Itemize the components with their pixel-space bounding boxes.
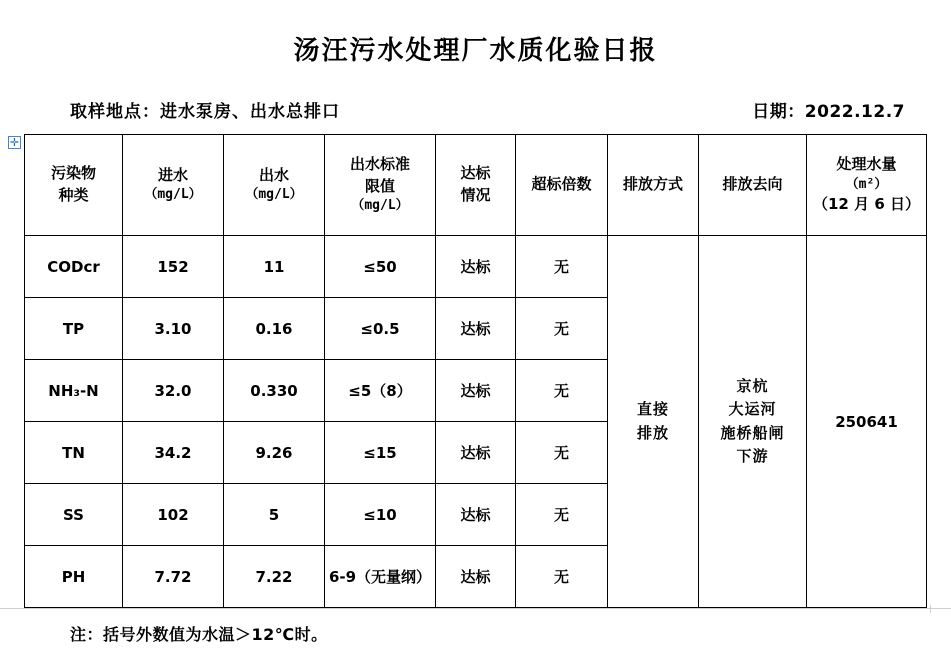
cell-pollutant: TN <box>25 422 123 484</box>
cell-compliance: 达标 <box>436 298 516 360</box>
header-standard-limit <box>325 135 436 236</box>
cell-compliance: 达标 <box>436 422 516 484</box>
cell-influent: 102 <box>123 484 224 546</box>
header-compliance <box>436 135 516 236</box>
cell-influent: 32.0 <box>123 360 224 422</box>
discharge-destination-line4: 下游 <box>736 446 769 465</box>
table-row <box>25 236 927 298</box>
footer-tick <box>930 605 931 613</box>
cell-limit: ≤15 <box>325 422 436 484</box>
cell-effluent: 5 <box>224 484 325 546</box>
cell-exceed: 无 <box>516 360 608 422</box>
discharge-destination-line1: 京杭 <box>736 377 769 395</box>
cell-discharge-destination <box>699 236 807 608</box>
cell-pollutant: SS <box>25 484 123 546</box>
cell-effluent: 9.26 <box>224 422 325 484</box>
cell-discharge-method <box>608 236 699 608</box>
header-compliance-line2: 情况 <box>460 186 491 204</box>
cell-limit: 6-9（无量纲） <box>325 546 436 608</box>
header-discharge-method <box>608 135 699 236</box>
header-effluent-line1: 出水 <box>258 165 289 184</box>
cell-limit: ≤50 <box>325 236 436 298</box>
header-effluent-unit: （mg/L） <box>245 187 303 203</box>
header-treated-volume-line1: 处理水量 <box>836 154 897 173</box>
sampling-location-label: 取样地点：进水泵房、出水总排口 <box>70 102 340 122</box>
header-influent-unit: （mg/L） <box>144 187 202 203</box>
cell-pollutant: NH₃-N <box>25 360 123 422</box>
discharge-destination-line3: 施桥船闸 <box>720 423 785 442</box>
header-pollutant-line1: 污染物 <box>50 164 96 183</box>
discharge-destination-line2: 大运河 <box>728 400 777 419</box>
cell-limit: ≤0.5 <box>325 298 436 360</box>
header-discharge-method-line1: 排放方式 <box>622 175 683 194</box>
cell-effluent: 0.330 <box>224 360 325 422</box>
cell-exceed: 无 <box>516 236 608 298</box>
cell-limit: ≤5（8） <box>325 360 436 422</box>
cell-effluent: 7.22 <box>224 546 325 608</box>
cell-pollutant: TP <box>25 298 123 360</box>
discharge-method-line1: 直接 <box>636 400 669 419</box>
header-exceed-multiple <box>516 135 608 236</box>
header-treated-volume-unit: （m²） <box>845 176 888 192</box>
cell-effluent: 11 <box>224 236 325 298</box>
header-standard-limit-unit: （mg/L） <box>351 198 409 214</box>
header-effluent <box>224 135 325 236</box>
cell-compliance: 达标 <box>436 236 516 298</box>
table-note: 注：括号外数值为水温＞12℃时。 <box>70 625 328 644</box>
cell-exceed: 无 <box>516 298 608 360</box>
header-pollutant-line2: 种类 <box>58 186 89 204</box>
cell-effluent: 0.16 <box>224 298 325 360</box>
header-standard-limit-line1: 出水标准 <box>349 154 410 173</box>
cell-pollutant: PH <box>25 546 123 608</box>
cell-pollutant: CODcr <box>25 236 123 298</box>
cell-compliance: 达标 <box>436 360 516 422</box>
table-header-row <box>25 135 927 236</box>
header-pollutant <box>25 135 123 236</box>
discharge-method-line2: 排放 <box>636 423 669 442</box>
header-compliance-line1: 达标 <box>460 164 491 183</box>
header-exceed-multiple-line1: 超标倍数 <box>531 175 592 194</box>
header-discharge-destination-line1: 排放去向 <box>722 175 783 194</box>
cell-treated-volume: 250641 <box>807 236 927 608</box>
cell-influent: 34.2 <box>123 422 224 484</box>
cell-exceed: 无 <box>516 422 608 484</box>
page-title: 汤汪污水处理厂水质化验日报 <box>293 36 658 66</box>
cell-exceed: 无 <box>516 484 608 546</box>
cell-exceed: 无 <box>516 546 608 608</box>
footer-divider <box>0 608 951 609</box>
header-treated-volume-date: （12 月 6 日） <box>813 195 920 214</box>
cell-compliance: 达标 <box>436 484 516 546</box>
header-discharge-destination <box>699 135 807 236</box>
cell-influent: 152 <box>123 236 224 298</box>
cell-influent: 7.72 <box>123 546 224 608</box>
anchor-marker-icon: ✛ <box>9 136 20 149</box>
meta-row <box>70 97 923 122</box>
header-standard-limit-line2: 限值 <box>364 176 395 195</box>
header-influent <box>123 135 224 236</box>
cell-limit: ≤10 <box>325 484 436 546</box>
cell-influent: 3.10 <box>123 298 224 360</box>
cell-compliance: 达标 <box>436 546 516 608</box>
water-quality-table <box>24 134 927 608</box>
header-influent-line1: 进水 <box>157 165 188 184</box>
header-treated-volume <box>807 135 927 236</box>
report-date-label: 日期：2022.12.7 <box>752 102 905 122</box>
